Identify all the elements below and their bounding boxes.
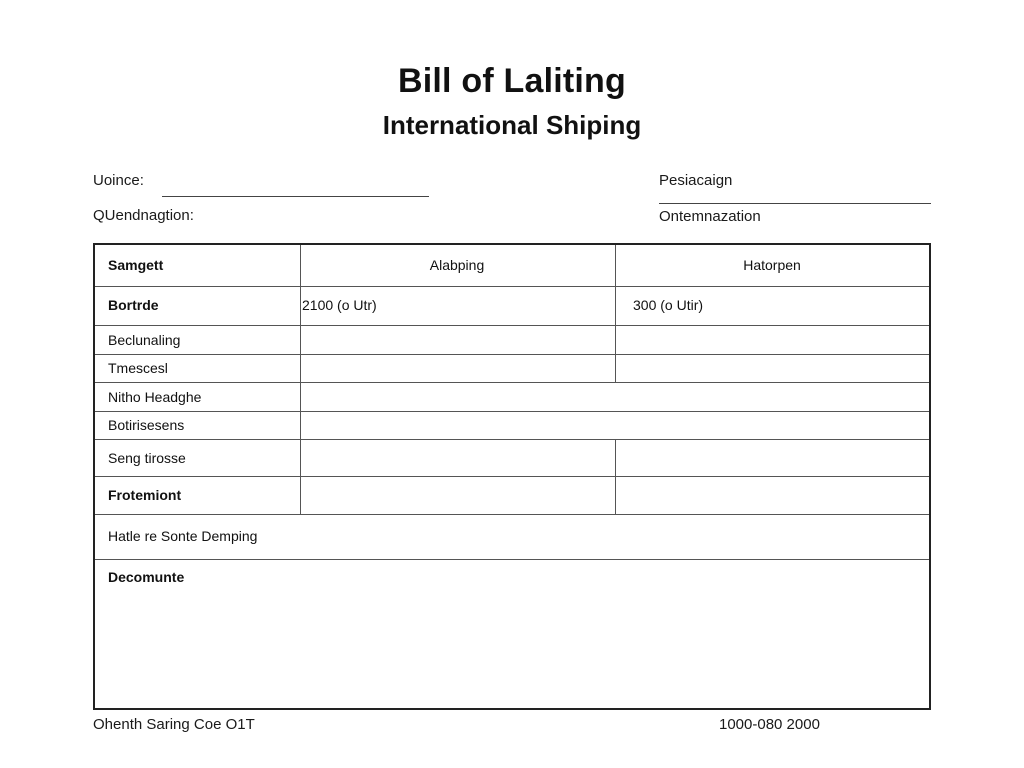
table-row-label: Tmescesl <box>108 360 168 376</box>
table-rule <box>95 411 929 412</box>
table-rule <box>95 382 929 383</box>
footer-right-text: 1000-080 2000 <box>719 716 820 733</box>
table-row-label: Frotemiont <box>108 487 182 503</box>
table-header-col1: Samgett <box>108 257 164 273</box>
table-rule <box>95 354 929 355</box>
table-column-rule <box>615 439 616 514</box>
table-row-label: Botirisesens <box>108 417 185 433</box>
table-notes-label: Decomunte <box>108 569 185 585</box>
shipping-table <box>93 243 931 710</box>
table-column-rule <box>615 245 616 382</box>
table-cell-value[interactable]: 300 (o Utir) <box>633 297 704 313</box>
table-row-label: Nitho Headghe <box>108 389 202 405</box>
field-label-right-bottom: Ontemnazation <box>659 208 761 225</box>
table-row-label: Beclunaling <box>108 332 181 348</box>
table-rule <box>95 514 929 515</box>
table-rule <box>95 325 929 326</box>
document-subtitle: International Shiping <box>382 110 642 140</box>
table-rule <box>95 559 929 560</box>
table-full-row-label: Hatle re Sonte Demping <box>108 528 258 544</box>
table-header-col2: Alabping <box>429 257 485 273</box>
field-label-left-bottom: QUendnagtion: <box>93 207 194 224</box>
table-row-label: Bortrde <box>108 297 159 313</box>
field-label-left-top: Uoince: <box>93 172 144 189</box>
document-title: Bill of Laliting <box>398 62 626 100</box>
table-row-label: Seng tirosse <box>108 450 186 466</box>
table-cell-value[interactable]: 2100 (o Utr) <box>302 297 377 313</box>
table-rule <box>95 476 929 477</box>
footer-left-text: Ohenth Saring Coe O1T <box>93 716 255 733</box>
field-line-right-top[interactable] <box>659 203 931 204</box>
table-column-rule <box>300 245 301 514</box>
field-line-left-top[interactable] <box>162 196 429 197</box>
table-rule <box>95 286 929 287</box>
table-rule <box>95 439 929 440</box>
field-label-right-top: Pesiacaign <box>659 172 733 189</box>
table-header-col3: Hatorpen <box>743 257 801 273</box>
